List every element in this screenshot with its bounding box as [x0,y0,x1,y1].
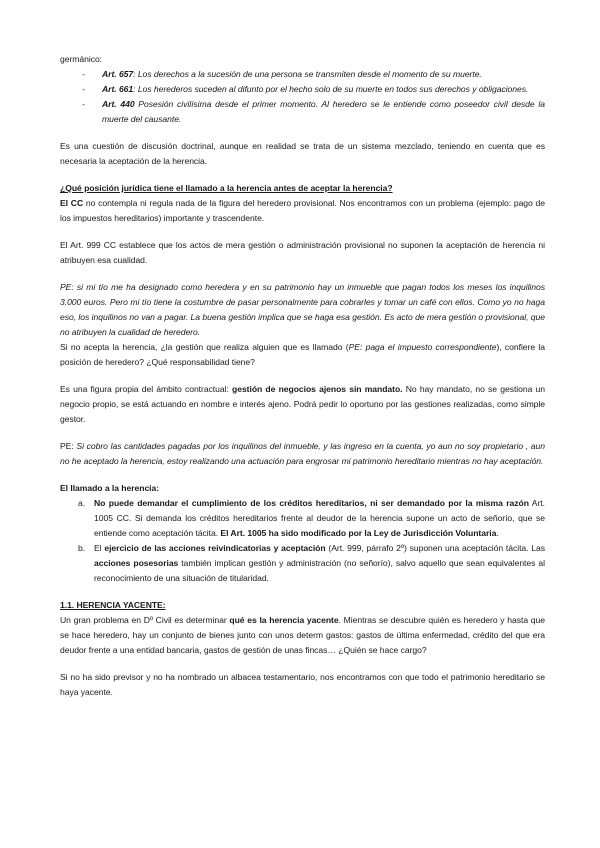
text-run: Art. 1005 CC. Si demanda los créditos hereditarios frente al deudor de la herencia supone un acto de señorío, que se entiende como aceptación tácita. [94,498,545,538]
dash-bullet: - [82,84,85,94]
text-run: . [496,528,499,538]
article-text: : Los derechos a la sucesión de una persona se transmiten desde el momento de su muerte. [133,69,482,79]
llamado-heading: El llamado a la herencia: [60,483,160,493]
paragraph-no-acepta [60,340,545,370]
document-page [60,52,545,700]
paragraph-figura [60,382,545,427]
text-run-italic: Si cobro las cantidades pagadas por los inquilinos del inmueble, y las ingreso en la cuenta, yo aun no soy propietario , aun no he aceptado la herencia, estoy realizando una actuación para engrosar mi patrimonio hereditario mientras no hay aceptación. [60,441,545,466]
article-label: Art. 440 [102,99,135,109]
text-run-bold: acciones posesorias [94,558,179,568]
cc-bold: El CC [60,198,84,208]
text-run: El [94,543,105,553]
article-list [60,67,545,127]
article-label: Art. 661 [102,84,134,94]
text-run-bold: El Art. 1005 ha sido modificado por la Ley de Jurisdicción Voluntaria [220,528,497,538]
text-run: Un gran problema en Dº Civil es determinar [60,615,230,625]
article-text: : Los herederos suceden al difunto por el hecho solo de su muerte en todos sus derechos y obligaciones. [133,84,529,94]
section-heading: 1.1. HERENCIA YACENTE: [60,600,166,610]
paragraph-yacente [60,613,545,658]
list-item [60,496,545,541]
dash-bullet: - [82,69,85,79]
text-run-bold: gestión de negocios ajenos sin mandato. [232,384,403,394]
llamado-list [60,496,545,586]
paragraph-art-999: El Art. 999 CC establece que los actos de mera gestión o administración provisional no suponen la aceptación de herencia ni atribuyen esa cualidad. [60,240,545,265]
text-run: ), confiere la posición de heredero? ¿Qué responsabilidad tiene? [60,342,545,367]
intro-line: germánico: [60,54,103,64]
paragraph-discussion: Es una cuestión de discusión doctrinal, aunque en realidad se trata de un sistema mezclado, teniendo en cuenta que es necesaria la aceptación de la herencia. [60,141,545,166]
text-run: . Mientras se descubre quién es heredero y hasta que se hace heredero, hay un conjunto de bienes junto con unos determ gastos: gastos de última enfermedad, crédito del que era deudor frente a una entidad bancaria, gastos de gestión de unas fincas… ¿Quién se hace cargo? [60,615,545,655]
text-run-bold: qué es la herencia yacente [229,615,339,625]
question-heading: ¿Qué posición jurídica tiene el llamado a la herencia antes de aceptar la herencia? [60,183,393,193]
text-run: Es una figura propia del ámbito contractual: [60,384,233,394]
text-run: PE: [60,441,77,451]
example-pe-1: PE: si mi tío me ha designado como heredera y en su patrimonio hay un inmueble que pagan todos los meses los inquilinos 3.000 euros. Pero mi tío tiene la costumbre de pasar personalmente para cobrarles y tomar un café con ellos. Como yo no haga eso, los inquilinos no van a pagar. La buena gestión implica que se haga esa gestión. Es acto de mera gestión o provisional, que no atribuyen la cualidad de heredero. [60,282,545,337]
text-run-bold: ejercicio de las acciones reivindicatorias y aceptación [104,543,326,553]
example-pe-2 [60,439,545,469]
text-run-italic: PE: paga el impuesto correspondiente [348,342,497,352]
list-marker: a. [78,498,86,508]
list-item [60,67,545,82]
paragraph-cc [60,196,545,226]
dash-bullet: - [82,99,85,109]
list-item [60,97,545,127]
article-text: Posesión civilísima desde el primer momento. Al heredero se le entiende como poseedor civil desde la muerte del causante. [102,99,545,124]
list-item [60,541,545,586]
text-run: (Art. 999, párrafo 2º) suponen una aceptación tácita. Las [325,543,545,553]
article-label: Art. 657 [102,69,134,79]
list-item [60,82,545,97]
text-run: Si no acepta la herencia, ¿la gestión que realiza alguien que es llamado ( [60,342,349,352]
text-run-bold: No puede demandar el cumplimiento de los créditos hereditarios, ni ser demandado por la misma razón [94,498,529,508]
cc-text: no contempla ni regula nada de la figura del heredero provisional. Nos encontramos con un problema (ejemplo: pago de los impuestos hereditarios) importante y trascendente. [60,198,545,223]
list-marker: b. [78,543,86,553]
text-run: también implican gestión y administración (no señorío), salvo aquello que sean equivalentes al reconocimiento de una situación de titularidad. [94,558,545,583]
text-run: No hay mandato, no se gestiona un negocio propio, se está actuando en nombre e interés ajeno. Podrá pedir lo oportuno por las gestiones realizadas, como simple gestor. [60,384,545,424]
paragraph-albacea: Si no ha sido previsor y no ha nombrado un albacea testamentario, nos encontramos con que todo el patrimonio hereditario se haya yacente. [60,672,545,697]
